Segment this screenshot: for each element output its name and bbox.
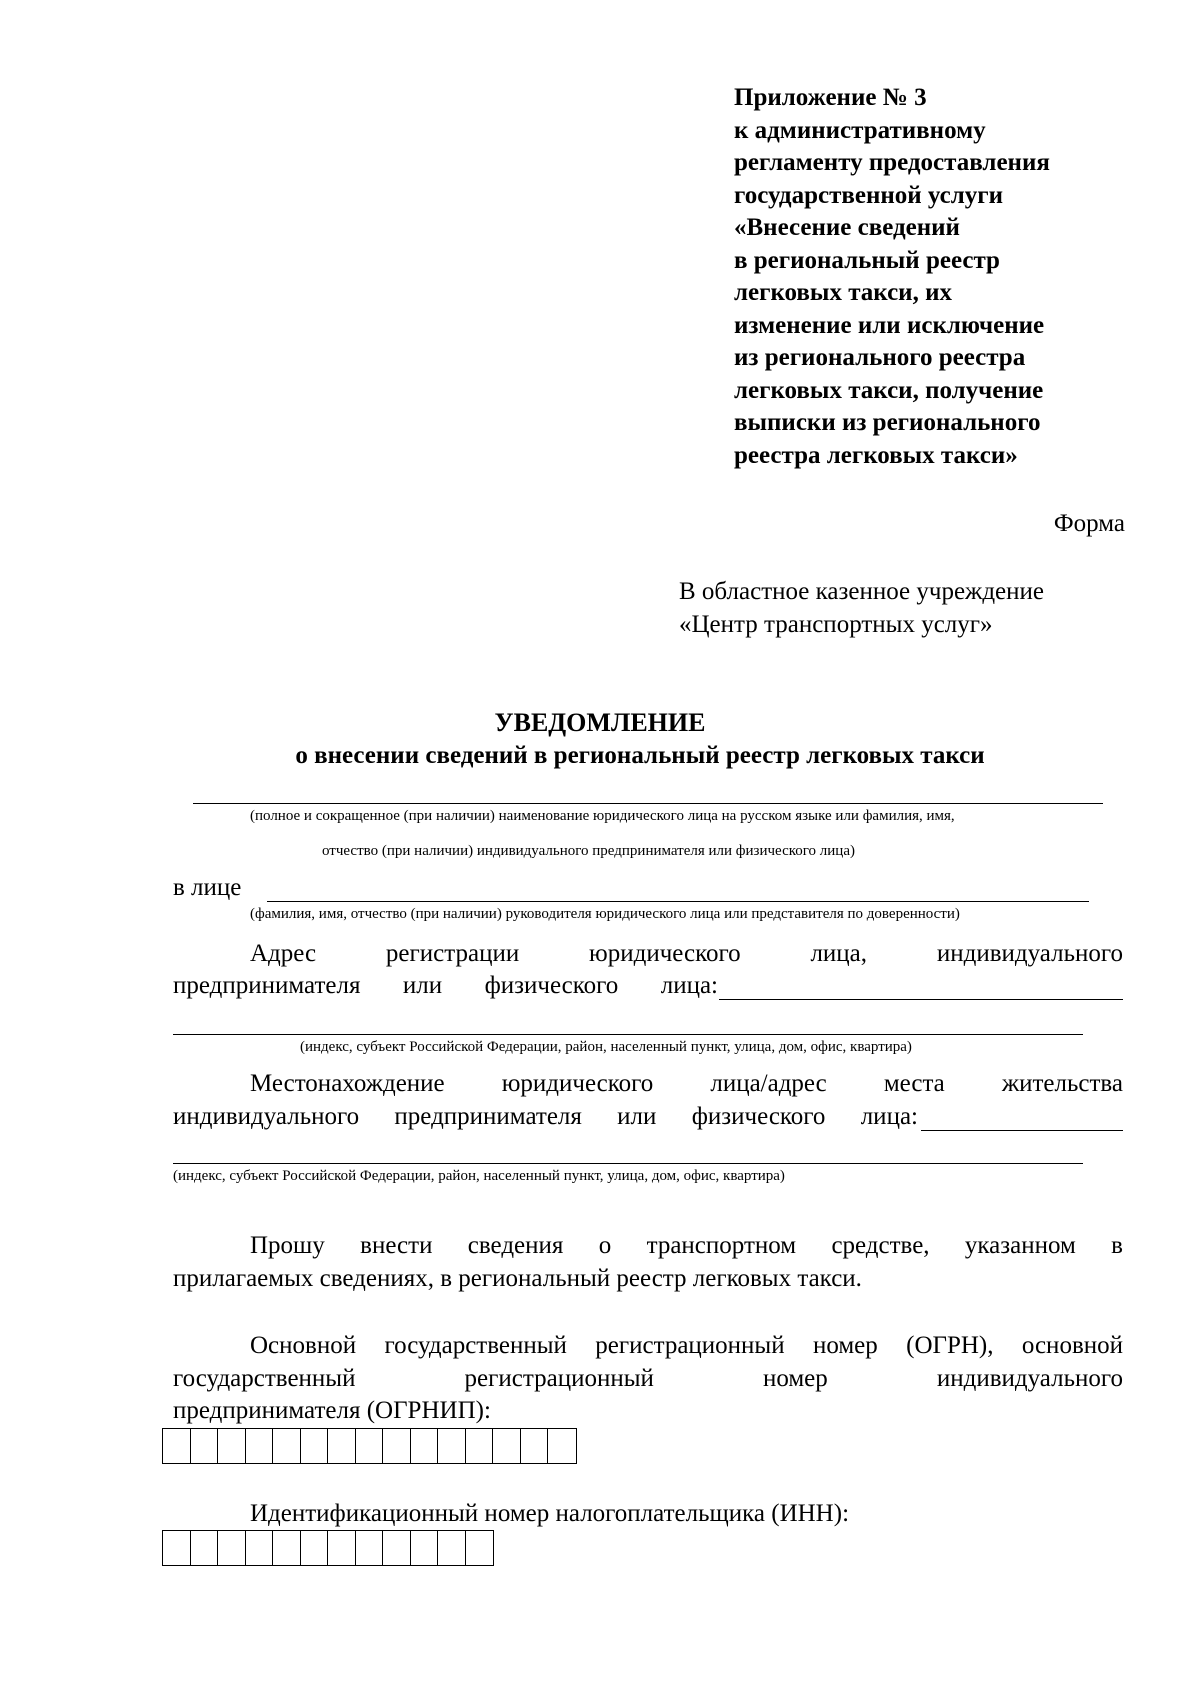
- inn-digit-cell[interactable]: [273, 1531, 301, 1565]
- ogrn-digit-cell[interactable]: [548, 1429, 576, 1463]
- inn-digit-cell[interactable]: [438, 1531, 466, 1565]
- ogrn-digit-cell[interactable]: [191, 1429, 219, 1463]
- location-field[interactable]: [921, 1130, 1123, 1131]
- appendix-line: выписки из регионального: [734, 409, 1041, 436]
- ogrn-digit-cell[interactable]: [328, 1429, 356, 1463]
- inn-digit-cell[interactable]: [246, 1531, 274, 1565]
- ogrn-digit-cell[interactable]: [301, 1429, 329, 1463]
- inn-digit-cell[interactable]: [328, 1531, 356, 1565]
- ogrn-input-grid[interactable]: [162, 1428, 577, 1464]
- ogrn-digit-cell[interactable]: [273, 1429, 301, 1463]
- document-title: УВЕДОМЛЕНИЕ: [494, 708, 706, 737]
- appendix-line: государственной услуги: [734, 181, 1004, 209]
- form-label: Форма: [1053, 510, 1125, 537]
- appendix-line: Приложение № 3: [734, 84, 927, 111]
- location-caption: (индекс, субъект Российской Федерации, район, населенный пункт, улица, дом, офис, квартира): [173, 1168, 785, 1184]
- representative-field[interactable]: [267, 901, 1089, 902]
- inn-digit-cell[interactable]: [301, 1531, 329, 1565]
- appendix-line: к административному: [734, 116, 986, 144]
- ogrn-digit-cell[interactable]: [356, 1429, 384, 1463]
- registration-address-field-2[interactable]: [173, 1034, 1083, 1035]
- inn-digit-cell[interactable]: [411, 1531, 439, 1565]
- applicant-caption-1: (полное и сокращенное (при наличии) наименование юридического лица на русском языке или фамилия, имя,: [250, 808, 955, 824]
- request-line-1: Прошу внести сведения о транспортном средстве, указанном в: [250, 1232, 1123, 1259]
- ogrn-digit-cell[interactable]: [383, 1429, 411, 1463]
- appendix-header: [734, 82, 1134, 472]
- location-field-2[interactable]: [173, 1163, 1083, 1164]
- request-line-2: прилагаемых сведениях, в региональный реестр легковых такси.: [173, 1265, 862, 1292]
- applicant-caption-2: отчество (при наличии) индивидуального предпринимателя или физического лица): [322, 843, 855, 859]
- appendix-line: легковых такси, их: [734, 279, 952, 306]
- ogrn-digit-cell[interactable]: [163, 1429, 191, 1463]
- ogrn-digit-cell[interactable]: [411, 1429, 439, 1463]
- inn-digit-cell[interactable]: [466, 1531, 494, 1565]
- appendix-line: регламенту предоставления: [734, 149, 1050, 176]
- appendix-line: изменение или исключение: [734, 311, 1045, 339]
- ogrn-digit-cell[interactable]: [466, 1429, 494, 1463]
- ogrn-digit-cell[interactable]: [438, 1429, 466, 1463]
- inn-digit-cell[interactable]: [191, 1531, 219, 1565]
- appendix-line: из регионального реестра: [734, 344, 1026, 371]
- inn-digit-cell[interactable]: [383, 1531, 411, 1565]
- ogrn-line-3: предпринимателя (ОГРНИП):: [173, 1397, 491, 1424]
- appendix-line: в региональный реестр: [734, 246, 1000, 274]
- appendix-line: реестра легковых такси»: [734, 441, 1018, 469]
- addressee: [679, 576, 1044, 641]
- representative-label: в лице: [173, 874, 242, 901]
- addressee-line-2: «Центр транспортных услуг»: [679, 610, 993, 638]
- inn-input-grid[interactable]: [162, 1530, 494, 1566]
- appendix-line: «Внесение сведений: [734, 214, 960, 241]
- representative-caption: (фамилия, имя, отчество (при наличии) руководителя юридического лица или представителя по доверенности): [250, 906, 960, 922]
- ogrn-digit-cell[interactable]: [493, 1429, 521, 1463]
- document-subtitle: о внесении сведений в региональный реестр легковых такси: [295, 742, 985, 769]
- applicant-name-field[interactable]: [193, 803, 1103, 804]
- inn-label: Идентификационный номер налогоплательщика (ИНН):: [250, 1500, 850, 1527]
- inn-digit-cell[interactable]: [356, 1531, 384, 1565]
- ogrn-line-2: государственный регистрационный номер индивидуального: [173, 1365, 1123, 1392]
- appendix-line: легковых такси, получение: [734, 376, 1044, 404]
- ogrn-digit-cell[interactable]: [246, 1429, 274, 1463]
- ogrn-digit-cell[interactable]: [218, 1429, 246, 1463]
- location-line-2: индивидуального предпринимателя или физического лица:: [173, 1103, 918, 1130]
- location-line-1: Местонахождение юридического лица/адрес места жительства: [250, 1070, 1123, 1097]
- registration-address-line-2: предпринимателя или физического лица:: [173, 972, 718, 999]
- inn-digit-cell[interactable]: [218, 1531, 246, 1565]
- ogrn-line-1: Основной государственный регистрационный номер (ОГРН), основной: [250, 1332, 1123, 1359]
- addressee-line-1: В областное казенное учреждение: [679, 578, 1045, 605]
- registration-address-line-1: Адрес регистрации юридического лица, индивидуального: [250, 940, 1123, 967]
- ogrn-digit-cell[interactable]: [521, 1429, 549, 1463]
- inn-digit-cell[interactable]: [163, 1531, 191, 1565]
- registration-address-field[interactable]: [719, 999, 1123, 1000]
- registration-address-caption: (индекс, субъект Российской Федерации, район, населенный пункт, улица, дом, офис, квартира): [300, 1039, 912, 1055]
